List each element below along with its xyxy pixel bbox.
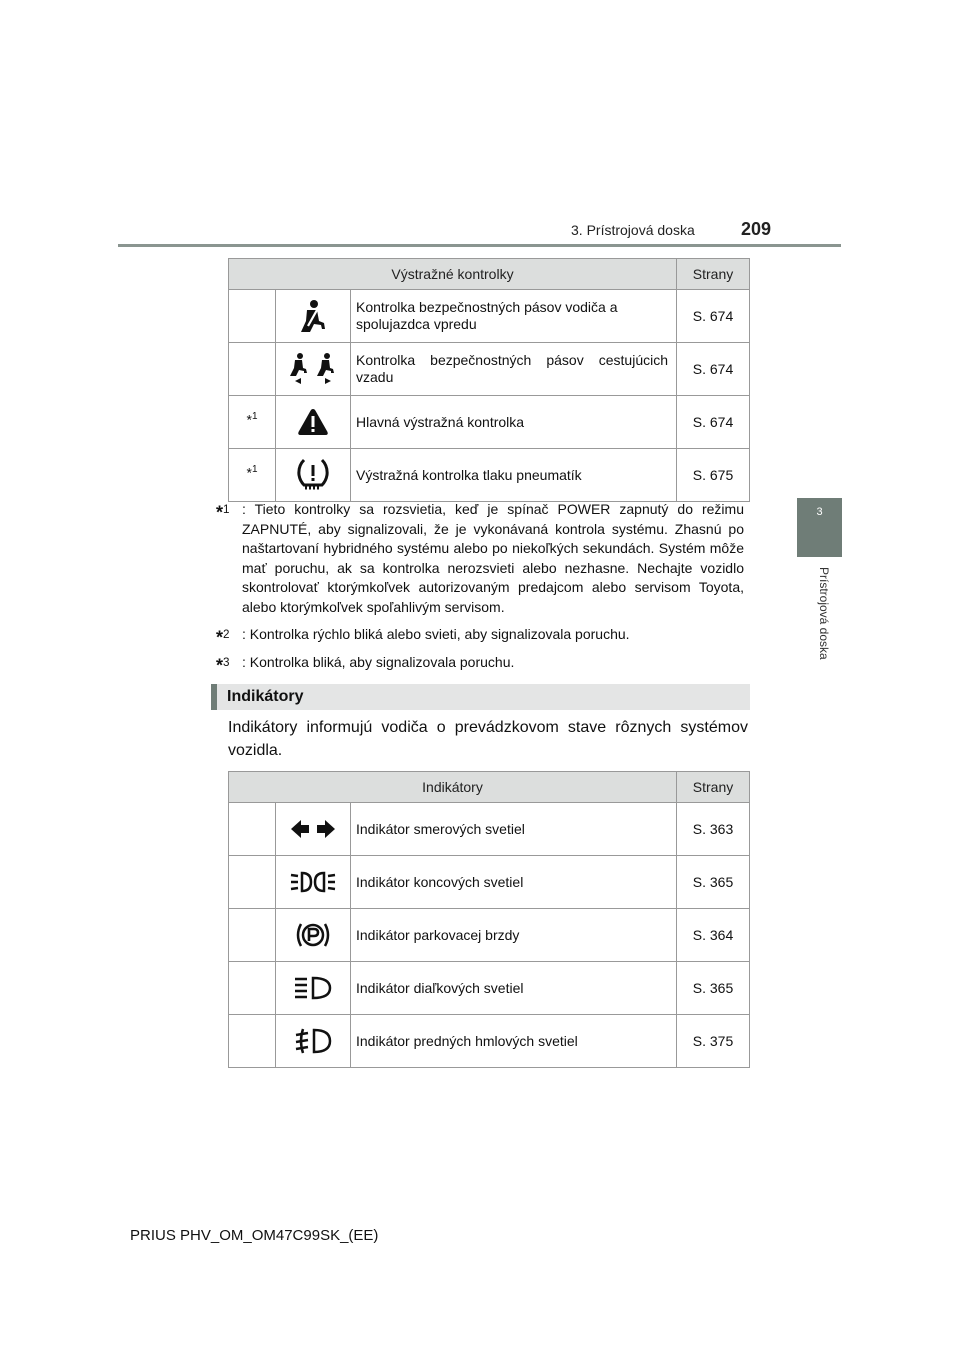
footnote-marker: *$^1$ (216, 502, 230, 523)
note-mark-cell (229, 1015, 276, 1068)
indicators-table (228, 771, 750, 1068)
page-number: 209 (741, 219, 772, 239)
page-ref: S. 365 (677, 962, 750, 1015)
chapter-label: Prístrojová doska (817, 567, 831, 660)
high-beam-icon (293, 975, 333, 1001)
column-header-pages: Strany (677, 259, 750, 290)
column-header-warning-lights: Výstražné kontrolky (229, 259, 677, 290)
footnote-marker: *$^2$ (216, 627, 230, 648)
page-ref: S. 674 (677, 343, 750, 396)
row-label: Kontrolka bezpečnostných pásov cestujúcich vzadu (351, 343, 677, 396)
footnote-text: : Tieto kontrolky sa rozsvietia, keď je spínač POWER zapnutý do režimu ZAPNUTÉ, aby signalizovali, že je vykonávaná kontrola systému. Zhasnú po naštartovaní hybridného systému alebo po niekoľkých sekundách. Systém môže mať poruchu, ak sa kontrolka nerozsvieti alebo nezhasne. Nechajte vozidlo skontrolovať ktorýmkoľvek autorizovaným predajcom alebo servisom Toyota, alebo ktorýmkoľvek spoľahlivým servisom. (242, 501, 744, 615)
row-label: Indikátor parkovacej brzdy (351, 909, 677, 962)
table-row (229, 449, 750, 502)
page-ref: S. 363 (677, 803, 750, 856)
row-label: Indikátor diaľkových svetiel (351, 962, 677, 1015)
icon-cell (276, 803, 351, 856)
footnote (216, 625, 744, 648)
rear-seatbelt-icon (287, 352, 339, 386)
row-label: Indikátor predných hmlových svetiel (351, 1015, 677, 1068)
note-mark-cell (229, 396, 276, 449)
table-row (229, 962, 750, 1015)
icon-cell (276, 909, 351, 962)
table-row (229, 290, 750, 343)
note-mark-cell (229, 343, 276, 396)
section-heading: Indikátory (227, 688, 304, 705)
footnote-marker: *$^3$ (216, 655, 230, 676)
tire-pressure-icon (297, 458, 329, 492)
note-mark-cell (229, 290, 276, 343)
header-divider (118, 244, 841, 247)
row-label: Indikátor smerových svetiel (351, 803, 677, 856)
table-header-row (229, 259, 750, 290)
table-row (229, 396, 750, 449)
note-number: 1 (251, 411, 258, 423)
note-mark-cell (229, 856, 276, 909)
table-header-row (229, 772, 750, 803)
footnotes (216, 500, 744, 680)
row-label: Indikátor koncových svetiel (351, 856, 677, 909)
page-ref: S. 674 (677, 396, 750, 449)
front-fog-light-icon (294, 1027, 332, 1055)
seatbelt-icon (298, 299, 328, 333)
icon-cell (276, 449, 351, 502)
note-number: 1 (251, 464, 258, 476)
note-mark-cell (229, 803, 276, 856)
asterisk: * (246, 464, 252, 481)
icon-cell (276, 396, 351, 449)
row-label: Kontrolka bezpečnostných pásov vodiča a spolujazdca vpredu (351, 290, 677, 343)
row-label: Hlavná výstražná kontrolka (351, 396, 677, 449)
page-ref: S. 375 (677, 1015, 750, 1068)
icon-cell (276, 1015, 351, 1068)
master-warning-icon (297, 407, 329, 437)
chapter-tab (797, 498, 842, 557)
table-row (229, 909, 750, 962)
table-row (229, 1015, 750, 1068)
chapter-number: 3 (816, 506, 823, 518)
footnote (216, 500, 744, 617)
page-ref: S. 364 (677, 909, 750, 962)
footnote (216, 653, 744, 676)
asterisk: * (246, 411, 252, 428)
icon-cell (276, 343, 351, 396)
section-heading-bar (211, 684, 750, 710)
note-mark-cell (229, 962, 276, 1015)
table-row (229, 856, 750, 909)
footnote-text: : Kontrolka bliká, aby signalizovala poruchu. (242, 653, 515, 670)
section-title: 3. Prístrojová doska (571, 222, 695, 238)
icon-cell (276, 290, 351, 343)
note-mark-cell (229, 449, 276, 502)
note-mark-cell (229, 909, 276, 962)
table-row (229, 343, 750, 396)
page-ref: S. 365 (677, 856, 750, 909)
warning-lights-table (228, 258, 750, 502)
icon-cell (276, 962, 351, 1015)
parking-brake-icon (295, 920, 331, 950)
row-label: Výstražná kontrolka tlaku pneumatík (351, 449, 677, 502)
column-header-pages: Strany (677, 772, 750, 803)
column-header-indicators: Indikátory (229, 772, 677, 803)
section-intro: Indikátory informujú vodiča o prevádzkovom stave rôznych systémov vozidla. (228, 719, 748, 759)
page-ref: S. 675 (677, 449, 750, 502)
footnote-text: : Kontrolka rýchlo bliká alebo svieti, aby signalizovala poruchu. (242, 626, 630, 642)
document-code: PRIUS PHV_OM_OM47C99SK_(EE) (130, 1227, 379, 1244)
icon-cell (276, 856, 351, 909)
table-row (229, 803, 750, 856)
page-ref: S. 674 (677, 290, 750, 343)
turn-signal-icon (289, 818, 337, 840)
tail-light-icon (289, 869, 337, 895)
